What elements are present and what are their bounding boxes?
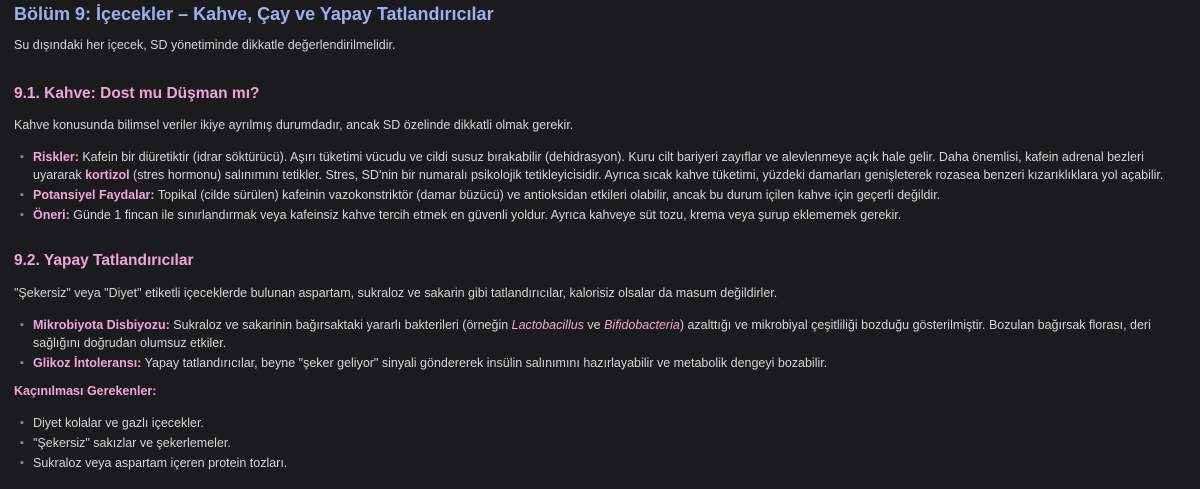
list-item xyxy=(14,316,1186,352)
bullet-term: Öneri: xyxy=(33,208,70,222)
bullet-text: Günde 1 fincan ile sınırlandırmak veya kafeinsiz kahve tercih etmek en güvenli yoldur. Ayrıca kahveye süt tozu, krema veya şurup eklememek gerekir. xyxy=(69,208,902,222)
bullet-text: ) azalttığı ve mikrobiyal çeşitliliği bozduğu gösterilmiştir. Bozulan bağırsak florası, deri sağlığını doğrudan olumsuz etkiler. xyxy=(33,318,1151,350)
section-heading-sweeteners: 9.2. Yapay Tatlandırıcılar xyxy=(14,252,194,269)
chapter-title: Bölüm 9: İçecekler – Kahve, Çay ve Yapay Tatlandırıcılar xyxy=(14,4,494,24)
bullet-text: Kafein bir diüretiktir (idrar söktürücü). Aşırı tüketimi vücudu ve cildi susuz bırakabilir (dehidrasyon). Kuru cilt bariyeri zayıflar ve alevlenmeye açık hale gelir. Daha önemlisi, kafein adrenal bezleri uyararak xyxy=(33,150,1144,182)
chapter-intro: Su dışındaki her içecek, SD yönetiminde dikkatle değerlendirilmelidir. xyxy=(14,38,396,52)
bullet-term: Potansiyel Faydalar: xyxy=(33,188,155,202)
bullet-text: Topikal (cilde sürülen) kafeinin vazokonstriktör (damar büzücü) ve antioksidan etkileri olabilir, ancak bu durum içilen kahve için geçerli değildir. xyxy=(154,188,941,202)
bullet-text: Yapay tatlandırıcılar, beyne "şeker geliyor" sinyali göndererek insülin salınımını hazırlayabilir ve metabolik dengeyi bozabilir. xyxy=(141,356,828,370)
bullet-term: Riskler: xyxy=(33,150,79,164)
keyword-highlight: kortizol xyxy=(85,168,130,182)
bullet-icon: ▪ xyxy=(20,417,24,429)
list-item xyxy=(14,414,1186,432)
bullet-term: Mikrobiyota Disbiyozu: xyxy=(33,318,170,332)
bullet-text: Sukraloz ve sakarinin bağırsaktaki yararlı bakterileri (örneğin xyxy=(169,318,512,332)
list-item xyxy=(14,148,1186,184)
section-heading-coffee: 9.1. Kahve: Dost mu Düşman mı? xyxy=(14,85,260,102)
bullet-icon: ▪ xyxy=(20,151,24,163)
section-coffee-intro: Kahve konusunda bilimsel veriler ikiye ayrılmış durumdadır, ancak SD özelinde dikkatli olmak gerekir. xyxy=(14,118,574,132)
italic-term: Lactobacillus xyxy=(511,318,584,332)
list-item xyxy=(14,186,1186,204)
bullet-icon: ▪ xyxy=(20,189,24,201)
avoid-heading: Kaçınılması Gerekenler: xyxy=(14,384,157,398)
avoid-item-text: "Şekersiz" sakızlar ve şekerlemeler. xyxy=(33,436,231,450)
list-item xyxy=(14,206,1186,224)
bullet-text: (stres hormonu) salınımını tetikler. Stres, SD'nin bir numaralı psikolojik tetikleyicisidir. Ayrıca sıcak kahve tüketimi, yüzdeki damarları genişleterek rozasea benzeri kızarıklıklara yol açabilir. xyxy=(129,168,1164,182)
section-sweeteners-intro: "Şekersiz" veya "Diyet" etiketli içeceklerde bulunan aspartam, sukraloz ve sakarin gibi tatlandırıcılar, kalorisiz olsalar da masum değildirler. xyxy=(14,286,778,300)
avoid-item-text: Sukraloz veya aspartam içeren protein tozları. xyxy=(33,456,288,470)
bullet-term: Glikoz İntoleransı: xyxy=(33,356,142,370)
avoid-list xyxy=(14,414,1186,474)
bullet-icon: ▪ xyxy=(20,437,24,449)
list-item xyxy=(14,354,1186,372)
coffee-bullet-list xyxy=(14,148,1186,226)
avoid-item-text: Diyet kolalar ve gazlı içecekler. xyxy=(33,416,204,430)
italic-term: Bifidobacteria xyxy=(604,318,680,332)
bullet-icon: ▪ xyxy=(20,357,24,369)
bullet-icon: ▪ xyxy=(20,457,24,469)
bullet-icon: ▪ xyxy=(20,209,24,221)
bullet-text: ve xyxy=(583,318,605,332)
bullet-icon: ▪ xyxy=(20,319,24,331)
list-item xyxy=(14,434,1186,452)
list-item xyxy=(14,454,1186,472)
sweetener-bullet-list xyxy=(14,316,1186,374)
